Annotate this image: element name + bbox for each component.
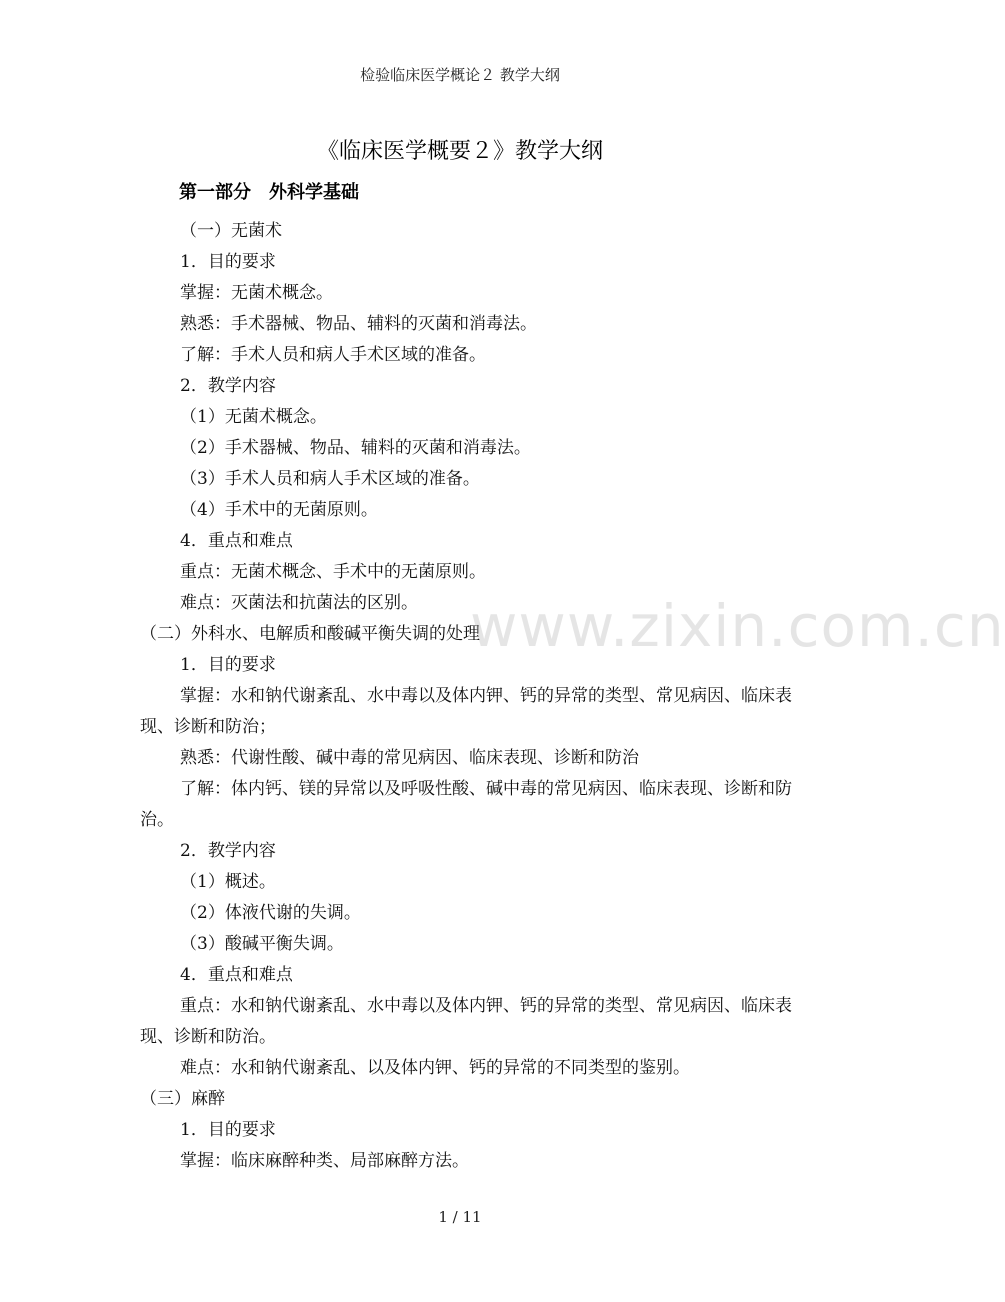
paragraph: 难点：灭菌法和抗菌法的区别。 [180, 593, 418, 613]
watermark: www.zixin.com.cn [470, 592, 1005, 660]
paragraph: 了解：手术人员和病人手术区域的准备。 [180, 345, 486, 365]
subheading: 1．目的要求 [180, 655, 276, 675]
subheading: 2．教学内容 [180, 376, 276, 396]
section-heading: （一）无菌术 [180, 221, 282, 241]
list-item: （3）酸碱平衡失调。 [180, 934, 344, 954]
list-item: （1）概述。 [180, 872, 276, 892]
page-number: 1 / 11 [438, 1208, 482, 1226]
list-item: （4）手术中的无菌原则。 [180, 500, 378, 520]
subheading: 1．目的要求 [180, 252, 276, 272]
document-body [140, 216, 800, 1177]
paragraph: 掌握：水和钠代谢紊乱、水中毒以及体内钾、钙的异常的类型、常见病因、临床表现、诊断和防治； [140, 686, 792, 737]
subheading: 1．目的要求 [180, 1120, 276, 1140]
list-item: （2）手术器械、物品、辅料的灭菌和消毒法。 [180, 438, 531, 458]
paragraph: 重点：水和钠代谢紊乱、水中毒以及体内钾、钙的异常的类型、常见病因、临床表现、诊断和防治。 [140, 996, 792, 1047]
paragraph: 掌握：临床麻醉种类、局部麻醉方法。 [180, 1151, 469, 1171]
paragraph: 难点：水和钠代谢紊乱、以及体内钾、钙的异常的不同类型的鉴别。 [180, 1058, 690, 1078]
paragraph: 重点：无菌术概念、手术中的无菌原则。 [180, 562, 486, 582]
subheading: 4．重点和难点 [180, 531, 293, 551]
subheading: 4．重点和难点 [180, 965, 293, 985]
paragraph: 掌握：无菌术概念。 [180, 283, 333, 303]
section-heading: （二）外科水、电解质和酸碱平衡失调的处理 [140, 624, 480, 644]
section-heading: （三）麻醉 [140, 1089, 225, 1109]
part-heading: 第一部分 外科学基础 [179, 182, 359, 203]
paragraph: 了解：体内钙、镁的异常以及呼吸性酸、碱中毒的常见病因、临床表现、诊断和防治。 [140, 779, 792, 830]
document-title: 《临床医学概要２》教学大纲 [316, 139, 603, 164]
paragraph: 熟悉：手术器械、物品、辅料的灭菌和消毒法。 [180, 314, 537, 334]
subheading: 2．教学内容 [180, 841, 276, 861]
list-item: （1）无菌术概念。 [180, 407, 327, 427]
paragraph: 熟悉：代谢性酸、碱中毒的常见病因、临床表现、诊断和防治 [180, 748, 639, 768]
page-header: 检验临床医学概论２ 教学大纲 [360, 66, 560, 84]
list-item: （3）手术人员和病人手术区域的准备。 [180, 469, 480, 489]
list-item: （2）体液代谢的失调。 [180, 903, 361, 923]
